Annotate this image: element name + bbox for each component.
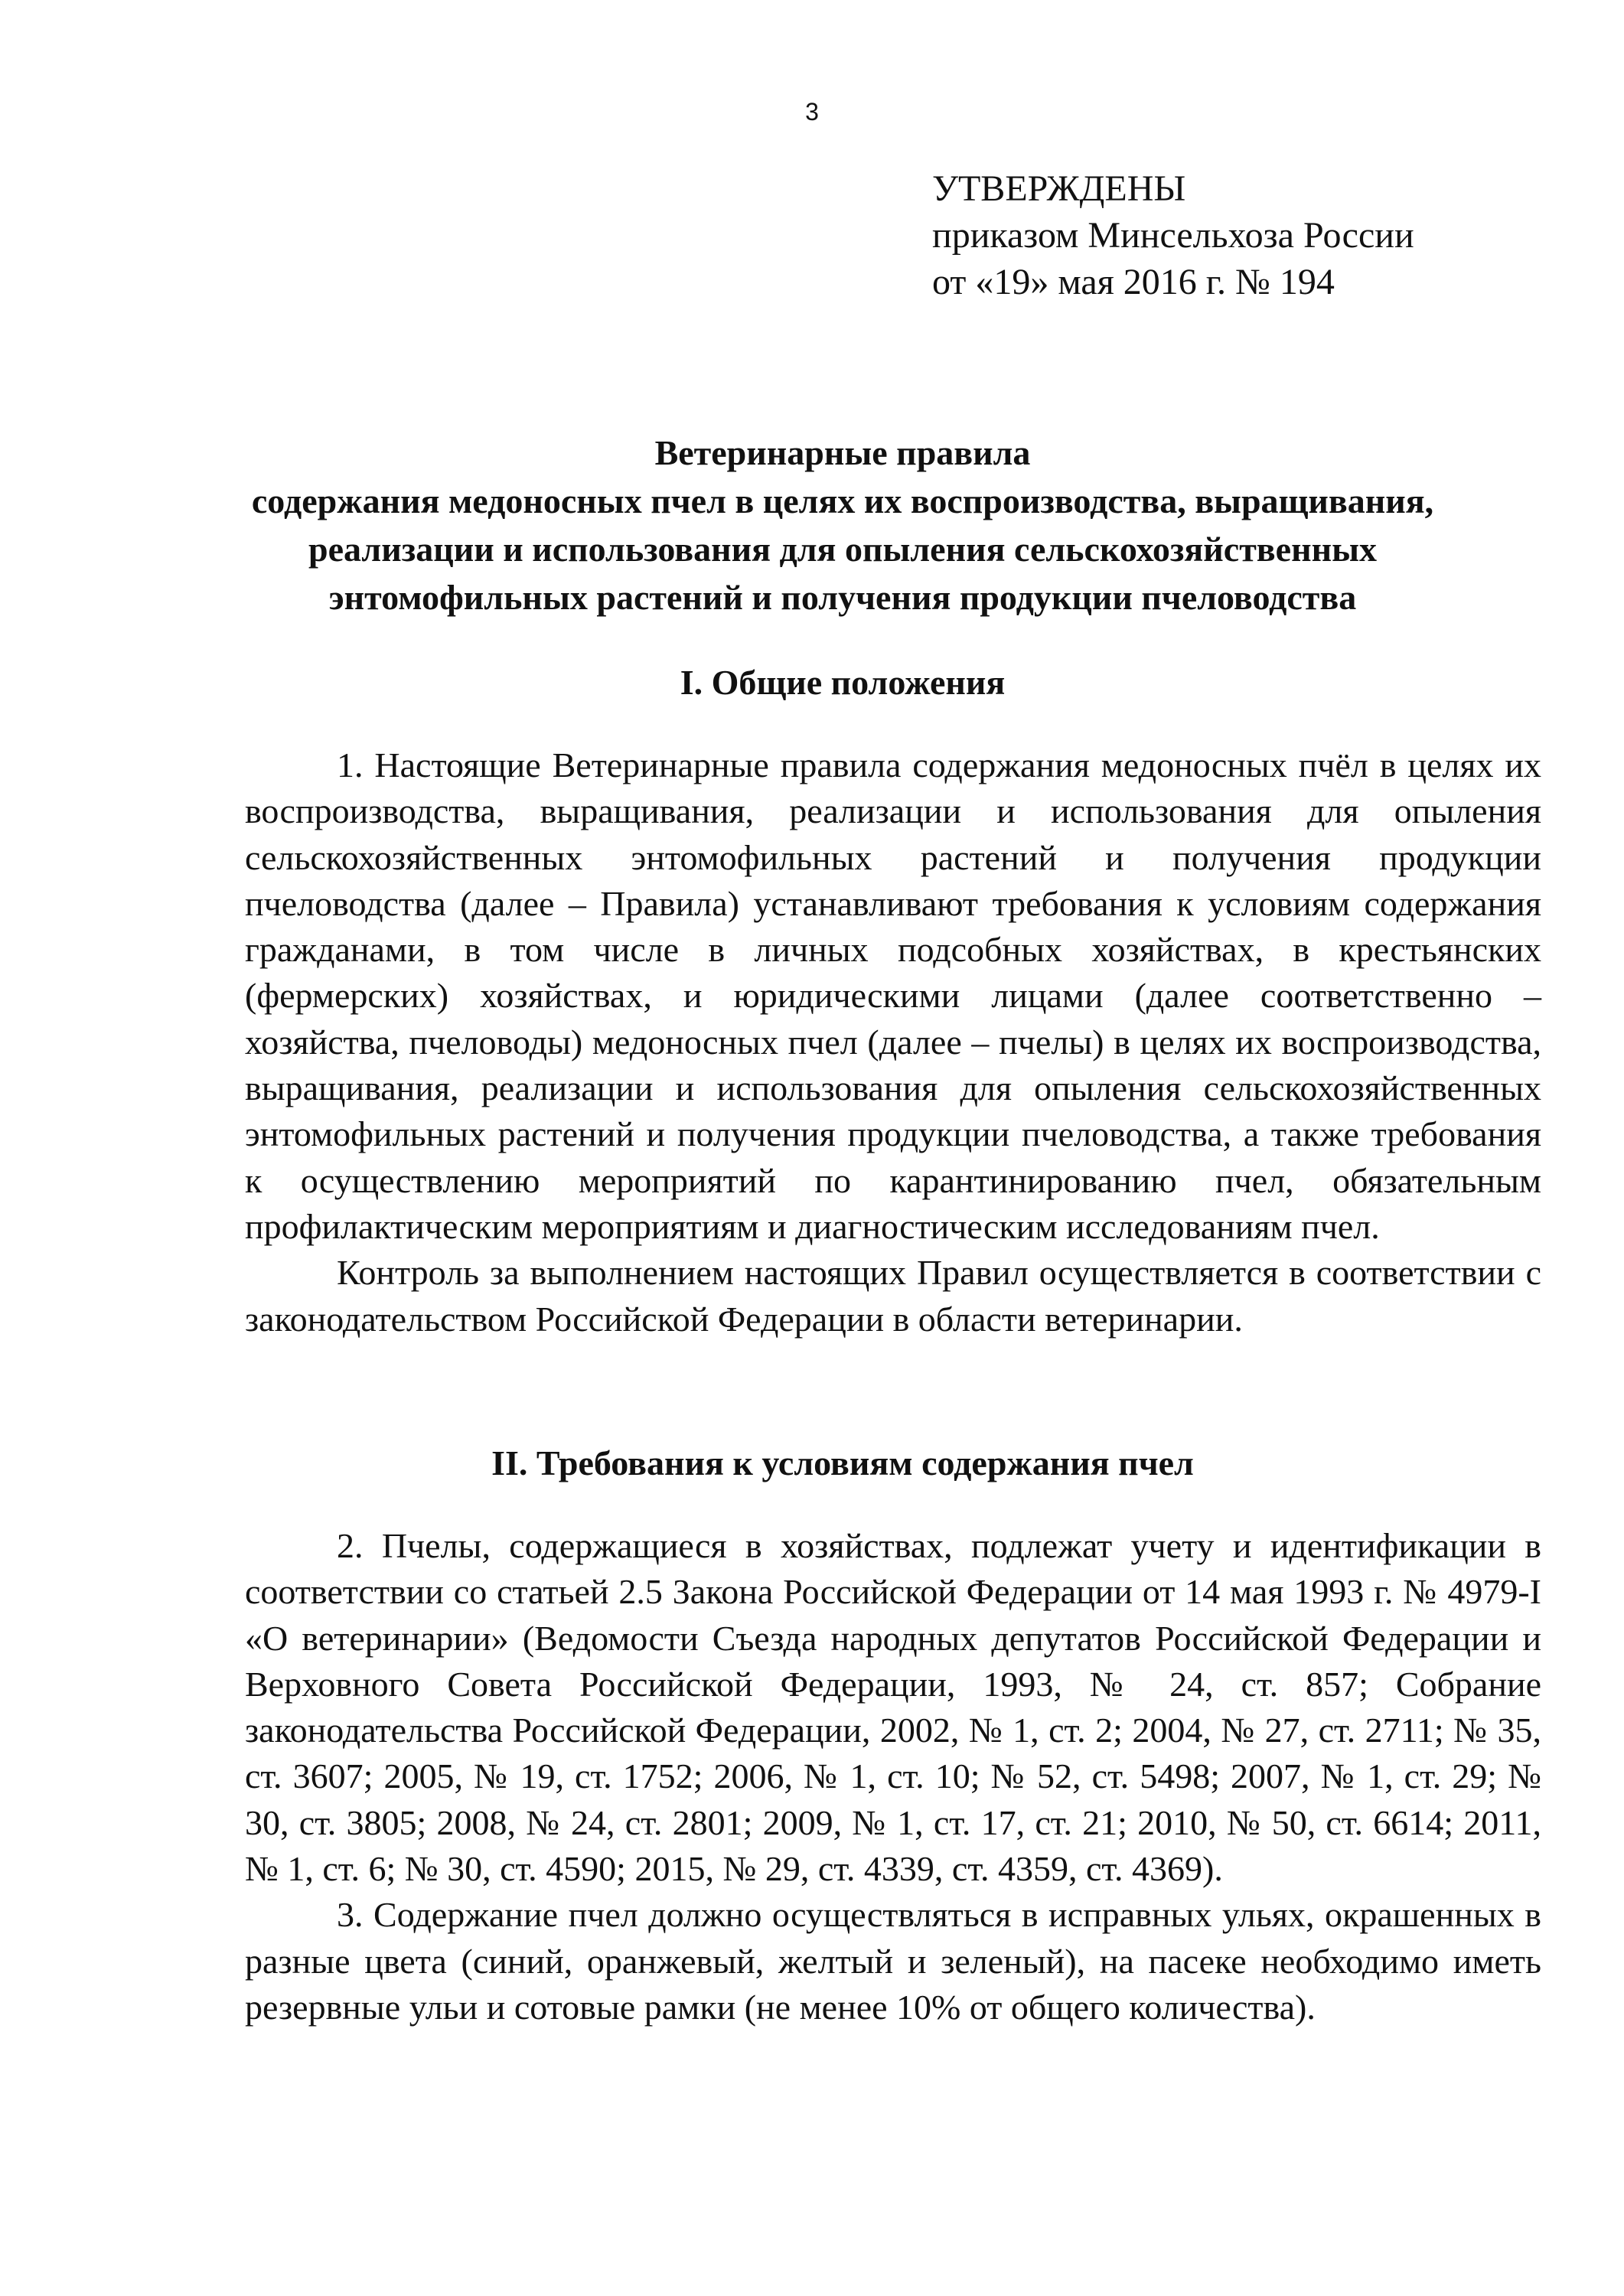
- approval-heading: УТВЕРЖДЕНЫ: [932, 168, 1186, 209]
- paragraph-2: 2. Пчелы, содержащиеся в хозяйствах, подлежат учету и идентификации в соответствии со статьей 2.5 Закона Российской Федерации от 14 мая 1993 г. № 4979-I «О ветеринарии» (Ведомости Съезда народных депутатов Российской Федерации и Верховного Совета Российской Федерации, 1993, № 24, ст. 857; Собрание законодательства Российской Федерации, 2002, № 1, ст. 2; 2004, № 27, ст. 2711; № 35, ст. 3607; 2005, № 19, ст. 1752; 2006, № 1, ст. 10; № 52, ст. 5498; 2007, № 1, ст. 29; № 30, ст. 3805; 2008, № 24, ст. 2801; 2009, № 1, ст. 17, ст. 21; 2010, № 50, ст. 6614; 2011, № 1, ст. 6; № 30, ст. 4590; 2015, № 29, ст. 4339, ст. 4359, ст. 4369).: [245, 1526, 1541, 1889]
- approval-date: от «19» мая 2016 г. № 194: [932, 262, 1335, 302]
- title-line: содержания медоносных пчел в целях их воспроизводства, выращивания,: [251, 481, 1434, 520]
- title-line: энтомофильных растений и получения продукции пчеловодства: [328, 578, 1357, 617]
- section-heading-keeping-requirements: II. Требования к условиям содержания пчел: [491, 1443, 1194, 1482]
- paragraph-control: Контроль за выполнением настоящих Правил осуществляется в соответствии с законодательством Российской Федерации в области ветеринарии.: [245, 1253, 1541, 1339]
- paragraph-3: 3. Содержание пчел должно осуществляться в исправных ульях, окрашенных в разные цвета (синий, оранжевый, желтый и зеленый), на пасеке необходимо иметь резервные ульи и сотовые рамки (не менее 10% от общего количества).: [245, 1895, 1541, 2027]
- section-body-keeping-requirements: [245, 1523, 1541, 2030]
- document-title: [191, 429, 1494, 621]
- page-number: 3: [805, 98, 819, 126]
- title-line: Ветеринарные правила: [654, 433, 1031, 472]
- approval-block: [932, 165, 1414, 305]
- approval-order: приказом Минсельхоза России: [932, 215, 1414, 256]
- title-line: реализации и использования для опыления сельскохозяйственных: [308, 530, 1377, 569]
- section-heading-general-provisions: I. Общие положения: [680, 663, 1006, 702]
- section-body-general-provisions: [245, 742, 1541, 1342]
- paragraph-1: 1. Настоящие Ветеринарные правила содержания медоносных пчёл в целях их воспроизводства, выращивания, реализации и использования для опыления сельскохозяйственных энтомофильных растений и получения продукции пчеловодства (далее – Правила) устанавливают требования к условиям содержания гражданами, в том числе в личных подсобных хозяйствах, в крестьянских (фермерских) хозяйствах, и юридическими лицами (далее соответственно – хозяйства, пчеловоды) медоносных пчел (далее – пчелы) в целях их воспроизводства, выращивания, реализации и использования для опыления сельскохозяйственных энтомофильных растений и получения продукции пчеловодства, а также требования к осуществлению мероприятий по карантинированию пчел, обязательным профилактическим мероприятиям и диагностическим исследованиям пчел.: [245, 745, 1541, 1246]
